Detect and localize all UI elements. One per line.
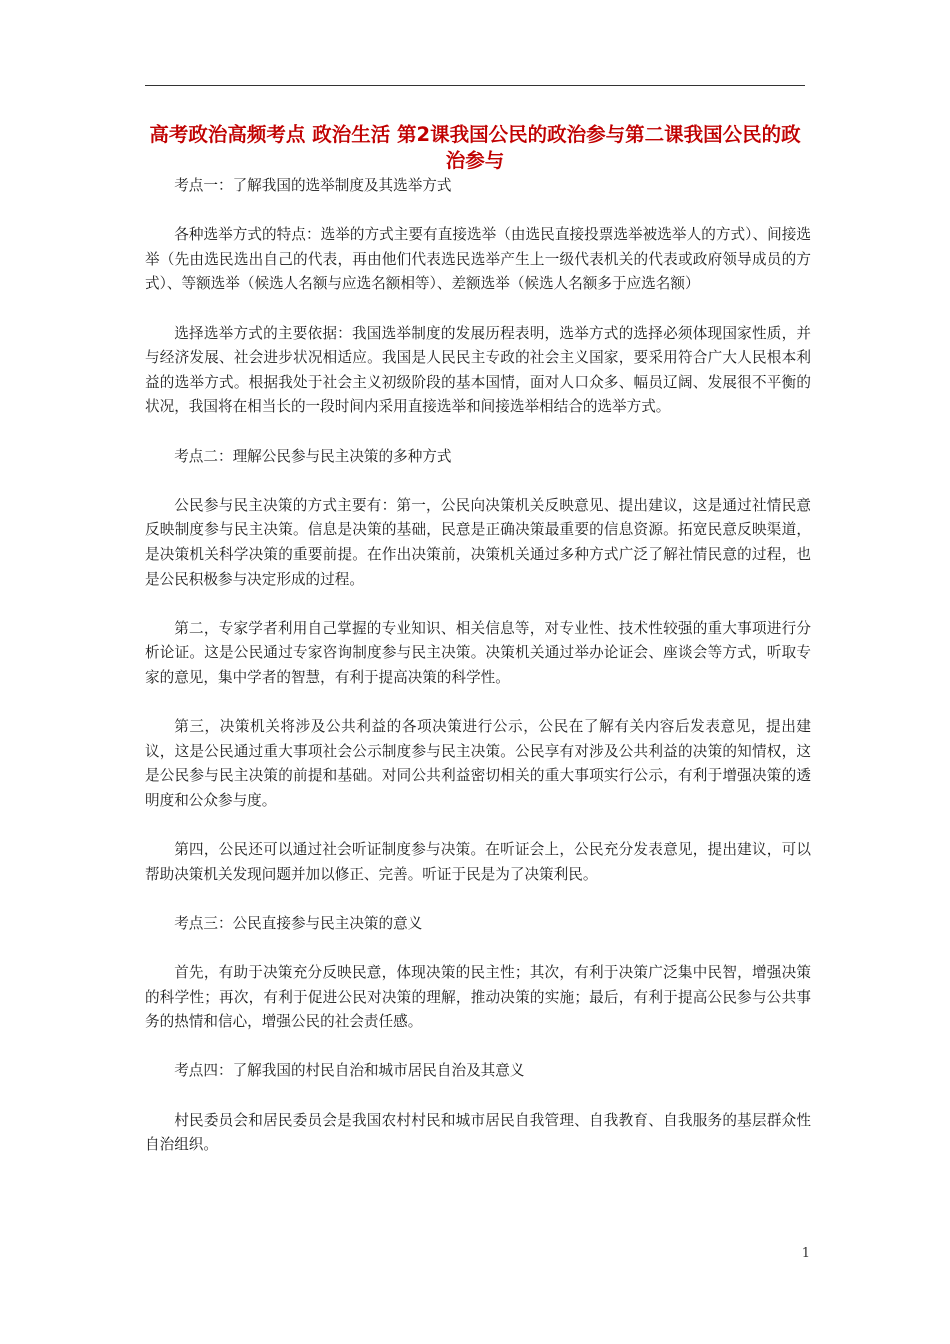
paragraph: 村民委员会和居民委员会是我国农村村民和城市居民自我管理、自我教育、自我服务的基层群众性自治组织。 [145, 1111, 811, 1154]
page-number: 1 [801, 1246, 810, 1261]
document-title: 高考政治高频考点 政治生活 第2课我国公民的政治参与第二课我国公民的政治参与 [149, 123, 801, 172]
top-rule [145, 85, 805, 86]
section-heading-2: 考点二：理解公民参与民主决策的多种方式 [174, 447, 452, 465]
paragraph: 选择选举方式的主要依据：我国选举制度的发展历程表明，选举方式的选择必须体现国家性质，并与经济发展、社会进步状况相适应。我国是人民民主专政的社会主义国家，要采用符合广大人民根本利益的选举方式。根据我处于社会主义初级阶段的基本国情，面对人口众多、幅员辽阔、发展很不平衡的状况，我国将在相当长的一段时间内采用直接选举和间接选举相结合的选举方式。 [145, 324, 811, 416]
section-heading-3: 考点三：公民直接参与民主决策的意义 [174, 914, 423, 932]
paragraph: 各种选举方式的特点：选举的方式主要有直接选举（由选民直接投票选举被选举人的方式）、间接选举（先由选民选出自己的代表，再由他们代表选民选举产生上一级代表机关的代表或政府领导成员的方式）、等额选举（候选人名额与应选名额相等）、差额选举（候选人名额多于应选名额） [145, 226, 811, 293]
paragraph: 首先，有助于决策充分反映民意，体现决策的民主性；其次，有利于决策广泛集中民智，增强决策的科学性；再次，有利于促进公民对决策的理解，推动决策的实施；最后，有利于提高公民参与公共事务的热情和信心，增强公民的社会责任感。 [145, 964, 811, 1031]
paragraph: 第四，公民还可以通过社会听证制度参与决策。在听证会上，公民充分发表意见，提出建议，可以帮助决策机关发现问题并加以修正、完善。听证于民是为了决策利民。 [145, 841, 811, 883]
section-heading-1: 考点一：了解我国的选举制度及其选举方式 [174, 177, 452, 194]
paragraph: 第二，专家学者利用自己掌握的专业知识、相关信息等，对专业性、技术性较强的重大事项进行分析论证。这是公民通过专家咨询制度参与民主决策。决策机关通过举办论证会、座谈会等方式，听取专家的意见，集中学者的智慧，有利于提高决策的科学性。 [145, 619, 811, 686]
paragraph: 第三，决策机关将涉及公共利益的各项决策进行公示，公民在了解有关内容后发表意见，提出建议，这是公民通过重大事项社会公示制度参与民主决策。公民享有对涉及公共利益的决策的知情权，这是公民参与民主决策的前提和基础。对同公共利益密切相关的重大事项实行公示，有利于增强决策的透明度和公众参与度。 [145, 718, 811, 809]
paragraph: 公民参与民主决策的方式主要有：第一，公民向决策机关反映意见、提出建议，这是通过社情民意反映制度参与民主决策。信息是决策的基础，民意是正确决策最重要的信息资源。拓宽民意反映渠道，是决策机关科学决策的重要前提。在作出决策前，决策机关通过多种方式广泛了解社情民意的过程，也是公民积极参与决定形成的过程。 [145, 496, 811, 588]
document-body [145, 174, 811, 1182]
section-heading-4: 考点四：了解我国的村民自治和城市居民自治及其意义 [174, 1062, 525, 1080]
